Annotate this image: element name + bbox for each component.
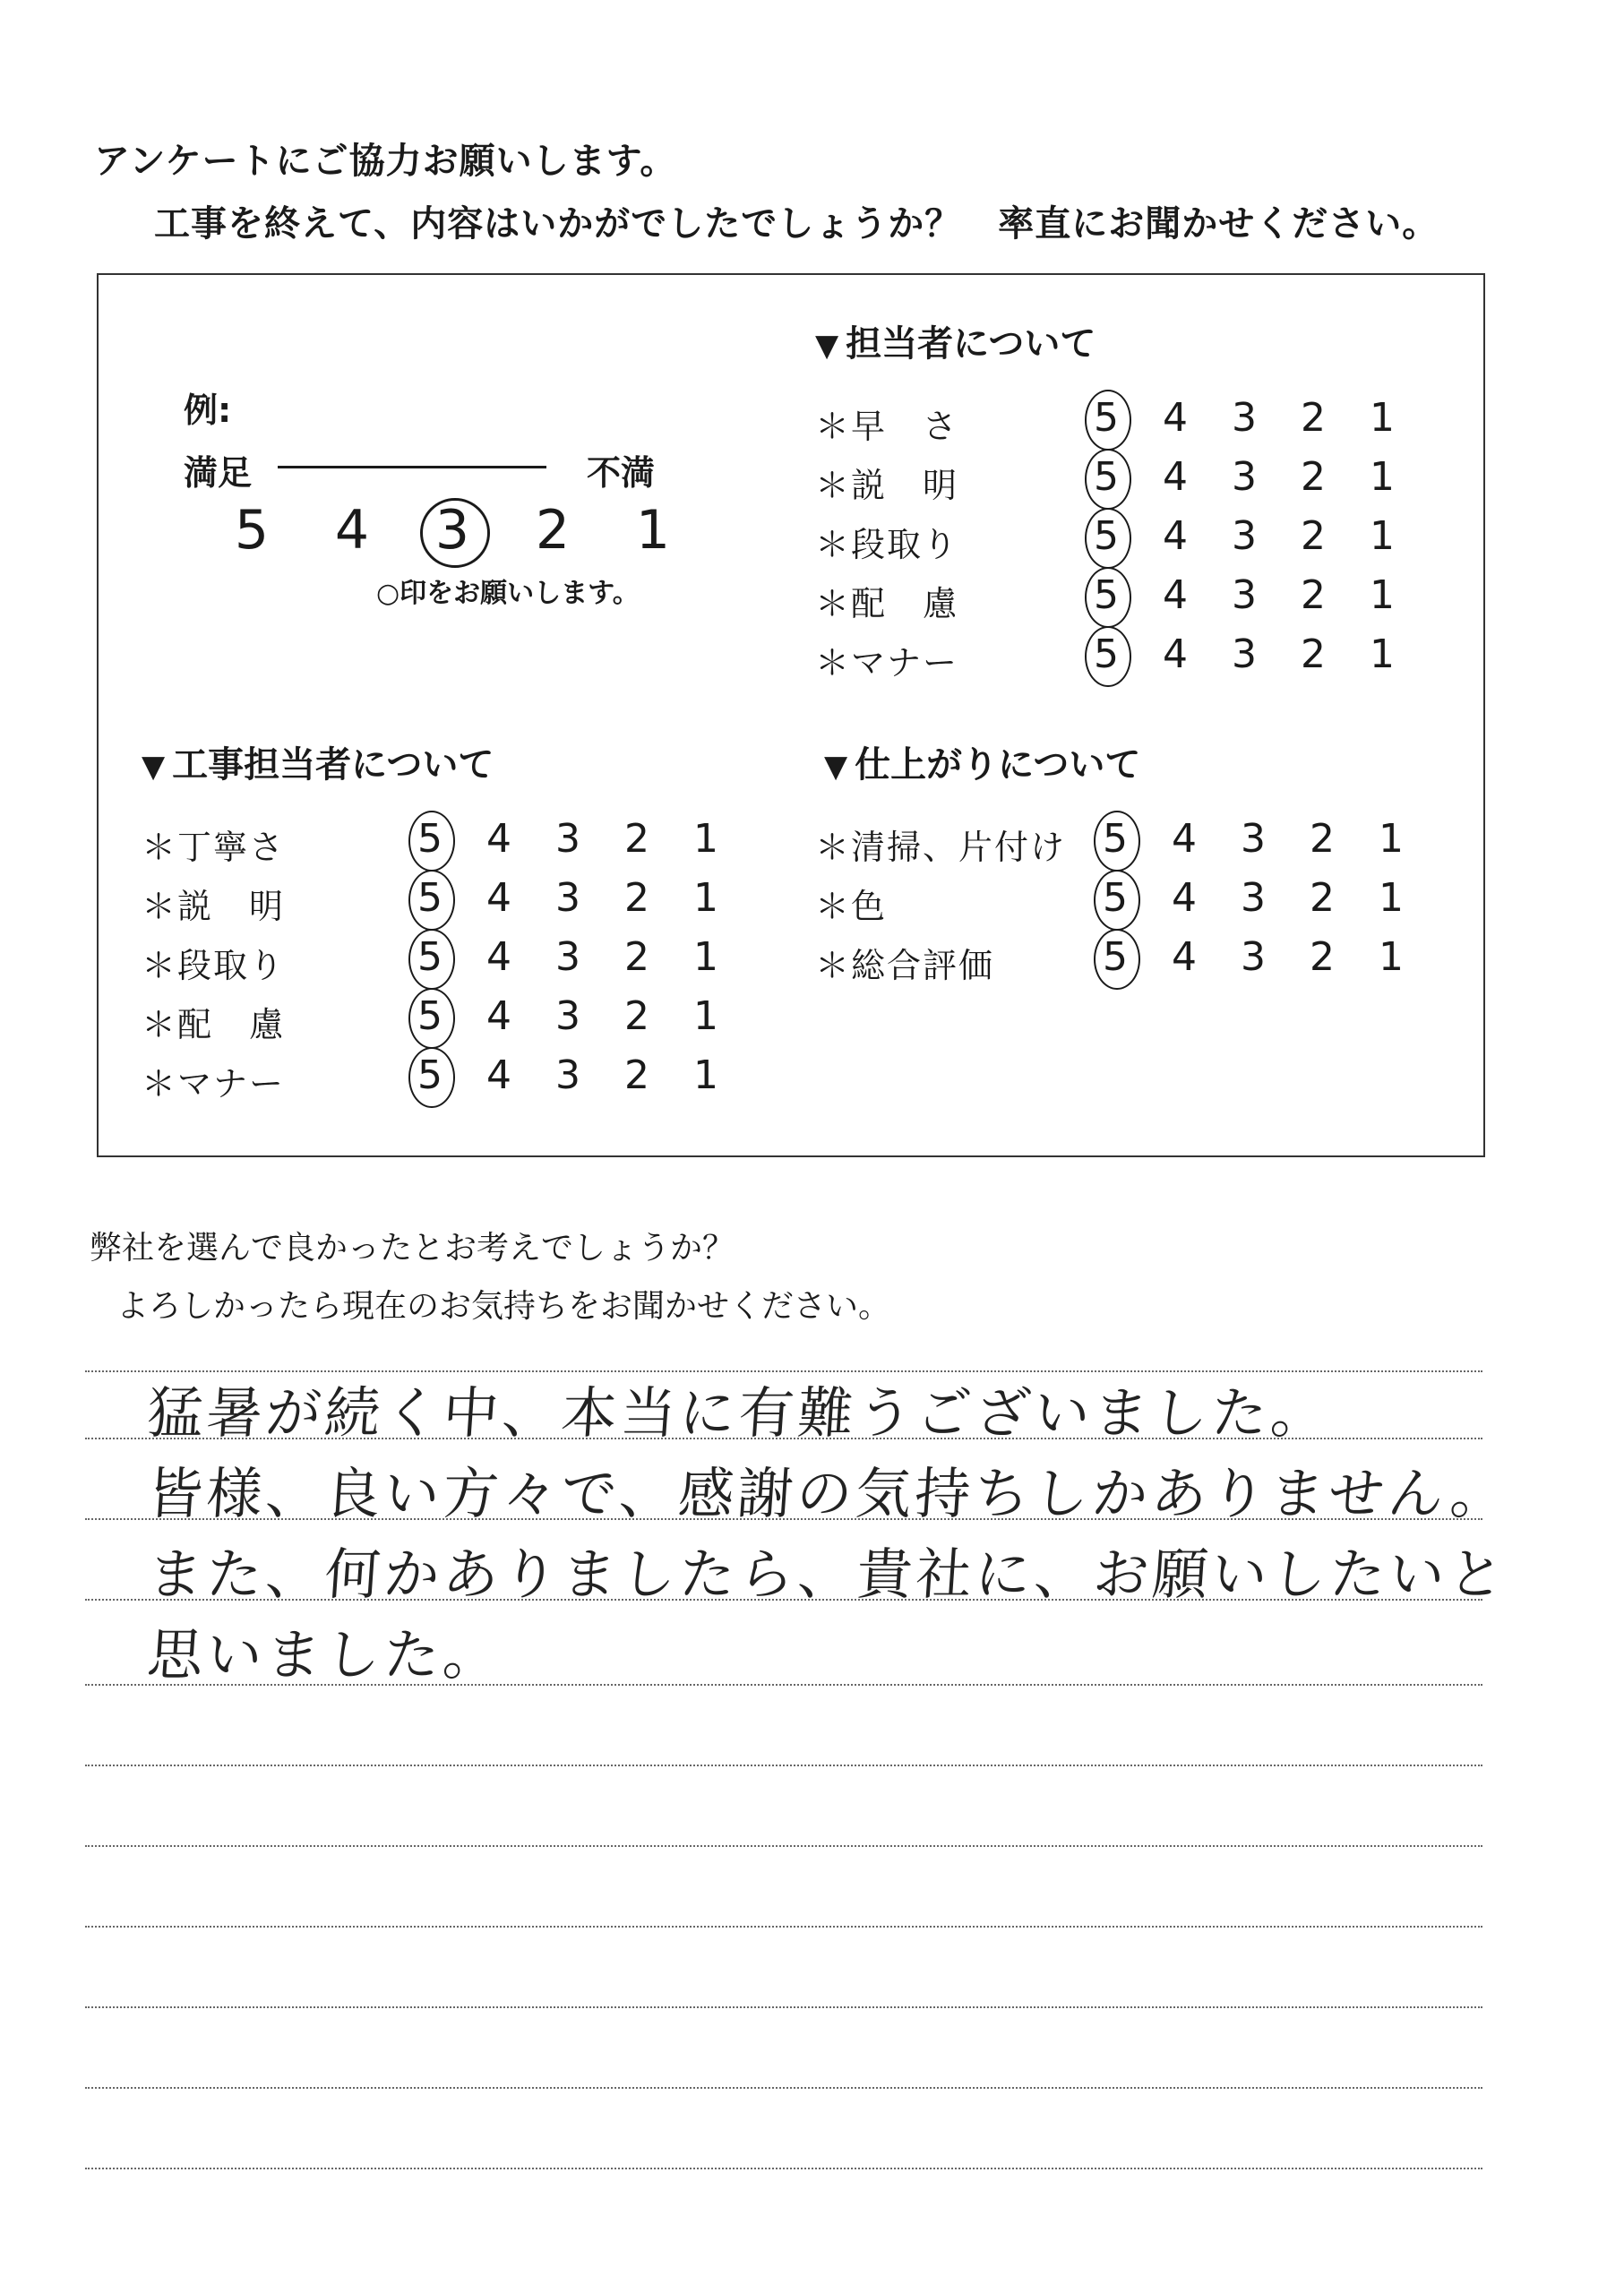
rating-value[interactable]: 2 — [624, 934, 649, 980]
rating-value[interactable]: 3 — [1232, 395, 1257, 441]
rating-label: ＊段取り — [815, 525, 959, 564]
rating-row — [815, 569, 1496, 628]
rating-value-circled[interactable]: 5 — [403, 875, 457, 921]
ruled-line — [85, 2168, 1482, 2169]
rating-value[interactable]: 3 — [1241, 816, 1266, 862]
example-label: 例: — [184, 391, 232, 430]
rating-value[interactable]: 4 — [1163, 395, 1188, 441]
rating-value[interactable]: 1 — [1370, 454, 1395, 500]
ruled-line — [85, 1765, 1482, 1766]
rating-label: ＊説 明 — [815, 466, 959, 505]
rating-value[interactable]: 2 — [1301, 395, 1326, 441]
rating-row — [815, 510, 1496, 569]
rating-label: ＊総合評価 — [815, 946, 995, 985]
rating-value-circled[interactable]: 5 — [1088, 934, 1142, 980]
rating-row — [815, 451, 1496, 510]
example-scale-value: 5 — [234, 499, 270, 562]
ruled-line — [85, 1845, 1482, 1847]
rating-row — [815, 931, 1496, 990]
rating-value[interactable]: 1 — [1379, 875, 1404, 921]
rating-value[interactable]: 1 — [1370, 395, 1395, 441]
rating-value[interactable]: 4 — [1172, 816, 1197, 862]
answer-line-4: 思いました。 — [145, 1622, 505, 1688]
rating-value[interactable]: 4 — [486, 816, 511, 862]
rating-value[interactable]: 2 — [1301, 631, 1326, 677]
survey-box — [97, 273, 1485, 1157]
rating-value[interactable]: 2 — [1301, 572, 1326, 618]
ruled-line — [85, 1926, 1482, 1928]
ruled-line — [85, 2006, 1482, 2008]
ruled-line — [85, 2087, 1482, 2089]
rating-value[interactable]: 2 — [1310, 934, 1335, 980]
rating-value[interactable]: 4 — [1163, 631, 1188, 677]
rating-value[interactable]: 4 — [1172, 875, 1197, 921]
answer-line-2: 皆様、良い方々で、感謝の気持ちしかありません。 — [145, 1461, 1512, 1526]
example-scale-value: 2 — [535, 499, 571, 562]
rating-row — [815, 812, 1496, 872]
example-scale-value: 4 — [334, 499, 370, 562]
rating-label: ＊マナー — [815, 643, 959, 683]
rating-value[interactable]: 2 — [624, 993, 649, 1039]
rating-value[interactable]: 3 — [1232, 454, 1257, 500]
rating-value[interactable]: 3 — [555, 875, 580, 921]
rating-value[interactable]: 2 — [624, 875, 649, 921]
rating-label: ＊配 慮 — [815, 584, 959, 623]
rating-value[interactable]: 1 — [693, 875, 718, 921]
intro-line-2: 工事を終えて、内容はいかがでしたでしょうか？ 率直にお聞かせください。 — [154, 203, 1439, 245]
section-title-tantousha: ▼ 担当者について — [815, 323, 1096, 365]
rating-value[interactable]: 2 — [624, 1052, 649, 1098]
rating-row — [142, 931, 822, 990]
rating-value[interactable]: 4 — [1163, 454, 1188, 500]
rating-value[interactable]: 2 — [1301, 513, 1326, 559]
rating-value-circled[interactable]: 5 — [403, 1052, 457, 1098]
rating-value[interactable]: 4 — [486, 934, 511, 980]
rating-value[interactable]: 4 — [1163, 572, 1188, 618]
rating-value[interactable]: 1 — [1370, 631, 1395, 677]
rating-row — [815, 628, 1496, 687]
example-scale-line — [278, 466, 546, 468]
rating-value[interactable]: 3 — [1241, 875, 1266, 921]
rating-value-circled[interactable]: 5 — [1079, 631, 1133, 677]
rating-row — [142, 1049, 822, 1108]
rating-value-circled[interactable]: 5 — [403, 816, 457, 862]
intro-line-1: アンケートにご協力お願いします。 — [94, 141, 677, 182]
rating-label: ＊説 明 — [142, 887, 286, 926]
example-scale — [202, 499, 703, 562]
question-line-2: よろしかったら現在のお気持ちをお聞かせください。 — [116, 1288, 891, 1325]
rating-value[interactable]: 2 — [624, 816, 649, 862]
rating-value[interactable]: 3 — [1241, 934, 1266, 980]
rating-value[interactable]: 1 — [693, 934, 718, 980]
answer-line-1: 猛暑が続く中、本当に有難うございました。 — [145, 1380, 1333, 1446]
rating-value[interactable]: 4 — [486, 993, 511, 1039]
rating-value[interactable]: 4 — [486, 1052, 511, 1098]
rating-label: ＊清掃、片付け — [815, 828, 1067, 867]
rating-value[interactable]: 1 — [1379, 816, 1404, 862]
rating-value[interactable]: 4 — [1163, 513, 1188, 559]
rating-value[interactable]: 4 — [1172, 934, 1197, 980]
triangle-down-icon: ▼ — [824, 749, 848, 785]
rating-value[interactable]: 1 — [1379, 934, 1404, 980]
rating-value[interactable]: 3 — [555, 993, 580, 1039]
triangle-down-icon: ▼ — [142, 749, 166, 785]
rating-value[interactable]: 1 — [1370, 572, 1395, 618]
rating-value[interactable]: 3 — [555, 1052, 580, 1098]
rating-value[interactable]: 3 — [555, 934, 580, 980]
section-title-kouji: ▼ 工事担当者について — [142, 744, 494, 786]
question-line-1: 弊社を選んで良かったとお考えでしょうか？ — [90, 1230, 735, 1267]
rating-value[interactable]: 3 — [555, 816, 580, 862]
rating-row — [142, 990, 822, 1049]
rating-label: ＊早 さ — [815, 407, 959, 446]
example-scale-value-circled: 3 — [402, 499, 503, 562]
rating-value[interactable]: 1 — [693, 993, 718, 1039]
rating-value[interactable]: 1 — [1370, 513, 1395, 559]
rating-value[interactable]: 2 — [1301, 454, 1326, 500]
rating-label: ＊マナー — [142, 1064, 286, 1104]
rating-value-circled[interactable]: 5 — [403, 934, 457, 980]
rating-value[interactable]: 3 — [1232, 513, 1257, 559]
rating-label: ＊丁寧さ — [142, 828, 286, 867]
rating-value-circled[interactable]: 5 — [1088, 875, 1142, 921]
answer-line-3: また、何かありましたら、貴社に、お願いしたいと — [145, 1542, 1510, 1607]
rating-label: ＊配 慮 — [142, 1005, 286, 1044]
rating-value[interactable]: 4 — [486, 875, 511, 921]
rating-value-circled[interactable]: 5 — [1079, 513, 1133, 559]
rating-row — [815, 391, 1496, 451]
example-dissatisfied: 不満 — [587, 453, 656, 493]
rating-value[interactable]: 3 — [1232, 572, 1257, 618]
rating-value[interactable]: 2 — [1310, 816, 1335, 862]
example-scale-value: 1 — [635, 499, 671, 562]
rating-label: ＊段取り — [142, 946, 286, 985]
rating-value[interactable]: 3 — [1232, 631, 1257, 677]
rating-row — [142, 872, 822, 931]
rating-label: ＊色 — [815, 887, 888, 926]
example-note: ○印をお願いします。 — [376, 578, 640, 609]
rating-value[interactable]: 1 — [693, 1052, 718, 1098]
rating-value-circled[interactable]: 5 — [403, 993, 457, 1039]
rating-value-circled[interactable]: 5 — [1079, 395, 1133, 441]
rating-value[interactable]: 2 — [1310, 875, 1335, 921]
rating-value-circled[interactable]: 5 — [1088, 816, 1142, 862]
rating-row — [142, 812, 822, 872]
rating-value[interactable]: 1 — [693, 816, 718, 862]
rating-value-circled[interactable]: 5 — [1079, 454, 1133, 500]
triangle-down-icon: ▼ — [815, 328, 839, 364]
rating-value-circled[interactable]: 5 — [1079, 572, 1133, 618]
example-satisfied: 満足 — [184, 453, 253, 493]
section-title-shiagari: ▼ 仕上がりについて — [824, 744, 1141, 786]
rating-row — [815, 872, 1496, 931]
